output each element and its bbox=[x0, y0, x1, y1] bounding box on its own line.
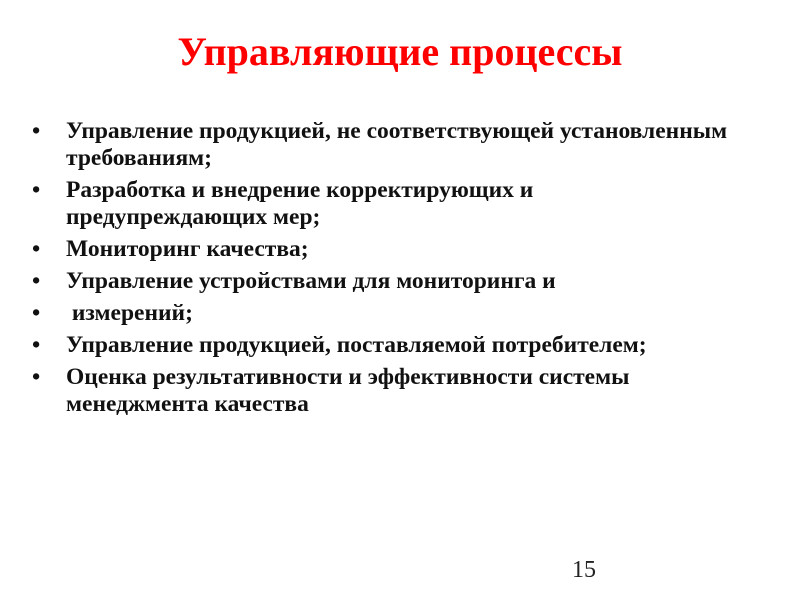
bullet-dot-icon: • bbox=[32, 177, 41, 203]
bullet-text: Оценка результативности и эффективности системы менеджмента качества bbox=[66, 364, 630, 417]
bullet-text: Управление продукцией, поставляемой потребителем; bbox=[66, 332, 647, 358]
bullet-text: Разработка и внедрение корректирующих и предупреждающих мер; bbox=[66, 177, 534, 230]
bullet-item bbox=[32, 364, 732, 418]
bullet-item bbox=[32, 300, 732, 327]
bullet-item bbox=[32, 332, 732, 359]
bullet-dot-icon: • bbox=[32, 300, 41, 326]
bullet-item bbox=[32, 268, 732, 295]
bullet-text: Мониторинг качества; bbox=[66, 236, 309, 262]
bullet-list bbox=[32, 118, 732, 423]
bullet-dot-icon: • bbox=[32, 364, 41, 390]
bullet-dot-icon: • bbox=[32, 118, 41, 144]
bullet-text: измерений; bbox=[66, 300, 193, 326]
page-number: 15 bbox=[572, 557, 596, 583]
bullet-item bbox=[32, 118, 732, 172]
slide-title: Управляющие процессы bbox=[177, 29, 623, 74]
bullet-dot-icon: • bbox=[32, 236, 41, 262]
bullet-dot-icon: • bbox=[32, 332, 41, 358]
bullet-text: Управление устройствами для мониторинга и bbox=[66, 268, 556, 294]
bullet-item bbox=[32, 177, 732, 231]
bullet-dot-icon: • bbox=[32, 268, 41, 294]
bullet-item bbox=[32, 236, 732, 263]
bullet-text: Управление продукцией, не соответствующей установленным требованиям; bbox=[66, 118, 728, 171]
